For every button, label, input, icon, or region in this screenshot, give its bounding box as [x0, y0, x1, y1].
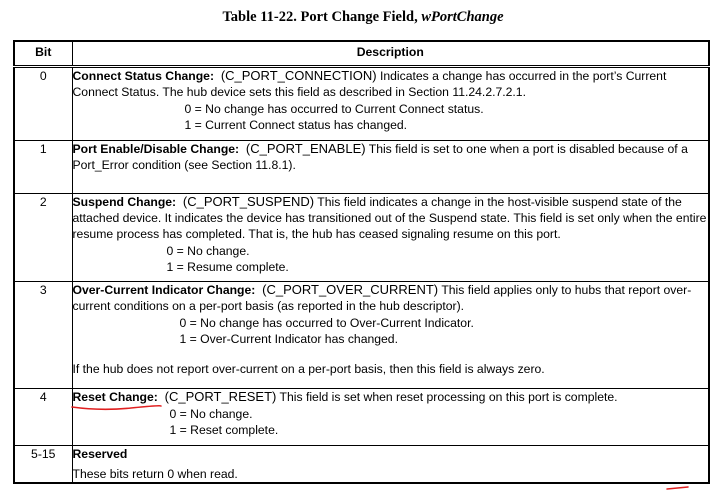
table-header-row	[14, 41, 709, 67]
field-text: This field applies only to hubs that report over-current conditions on a per-port basis (as reported in the hub descriptor).	[72, 283, 692, 313]
field-text: These bits return 0 when read.	[72, 467, 238, 481]
field-code: (C_PORT_ENABLE)	[245, 141, 366, 156]
header-description: Description	[72, 41, 709, 67]
table-row	[14, 282, 709, 389]
field-code: (C_PORT_OVER_CURRENT)	[262, 282, 439, 297]
field-note: If the hub does not report over-current on a per-port basis, then this field is always zero.	[72, 362, 545, 376]
value-line: 1 = Over-Current Indicator has changed.	[179, 332, 398, 346]
port-change-table	[13, 40, 710, 484]
header-bit: Bit	[14, 41, 72, 67]
table-row	[14, 141, 709, 194]
value-line: 0 = No change.	[169, 407, 253, 421]
field-name: Reserved	[72, 447, 128, 461]
description-cell	[72, 141, 709, 194]
description-cell	[72, 282, 709, 389]
red-pen-mark	[666, 485, 690, 491]
description-cell	[72, 194, 709, 282]
description-cell	[72, 389, 709, 446]
bit-cell: 5-15	[14, 446, 72, 484]
field-name: Port Enable/Disable Change:	[72, 142, 240, 156]
field-code: (C_PORT_RESET)	[164, 389, 277, 404]
bit-cell: 2	[14, 194, 72, 282]
value-line: 0 = No change has occurred to Over-Current Indicator.	[179, 316, 474, 330]
field-text: This field indicates a change in the host-visible suspend state of the attached device. It indicates the device has transitioned out of the Suspend state. This field is set only when the entire resume process has completed. That is, the hub has ceased signaling resume on this port.	[72, 195, 707, 241]
bit-cell: 4	[14, 389, 72, 446]
table-row	[14, 446, 709, 484]
field-name: Suspend Change:	[72, 195, 177, 209]
value-line: 0 = No change.	[166, 244, 250, 258]
value-line: 1 = Current Connect status has changed.	[184, 118, 408, 132]
field-code: (C_PORT_CONNECTION)	[220, 68, 377, 83]
table-row	[14, 389, 709, 446]
field-text: This field is set to one when a port is disabled because of a Port_Error condition (see Section 11.8.1).	[72, 142, 688, 172]
table-title	[0, 9, 726, 26]
table-title-prefix: Table 11-22. Port Change Field,	[222, 9, 422, 25]
description-cell	[72, 446, 709, 484]
field-code: (C_PORT_SUSPEND)	[182, 194, 315, 209]
field-name: Connect Status Change:	[72, 69, 215, 83]
table-title-field: wPortChange	[421, 9, 504, 25]
table-row	[14, 194, 709, 282]
value-line: 1 = Reset complete.	[169, 423, 279, 437]
bit-cell: 0	[14, 67, 72, 141]
value-line: 1 = Resume complete.	[166, 260, 289, 274]
table-row	[14, 67, 709, 141]
field-text: Indicates a change has occurred in the port’s Current Connect Status. The hub device sets this field as described in Section 11.24.2.7.2.1.	[72, 69, 667, 99]
field-text: This field is set when reset processing on this port is complete.	[279, 390, 618, 404]
field-name: Reset Change:	[72, 390, 158, 404]
value-line: 0 = No change has occurred to Current Connect status.	[184, 102, 484, 116]
bit-cell: 3	[14, 282, 72, 389]
description-cell	[72, 67, 709, 141]
field-name: Over-Current Indicator Change:	[72, 283, 256, 297]
bit-cell: 1	[14, 141, 72, 194]
